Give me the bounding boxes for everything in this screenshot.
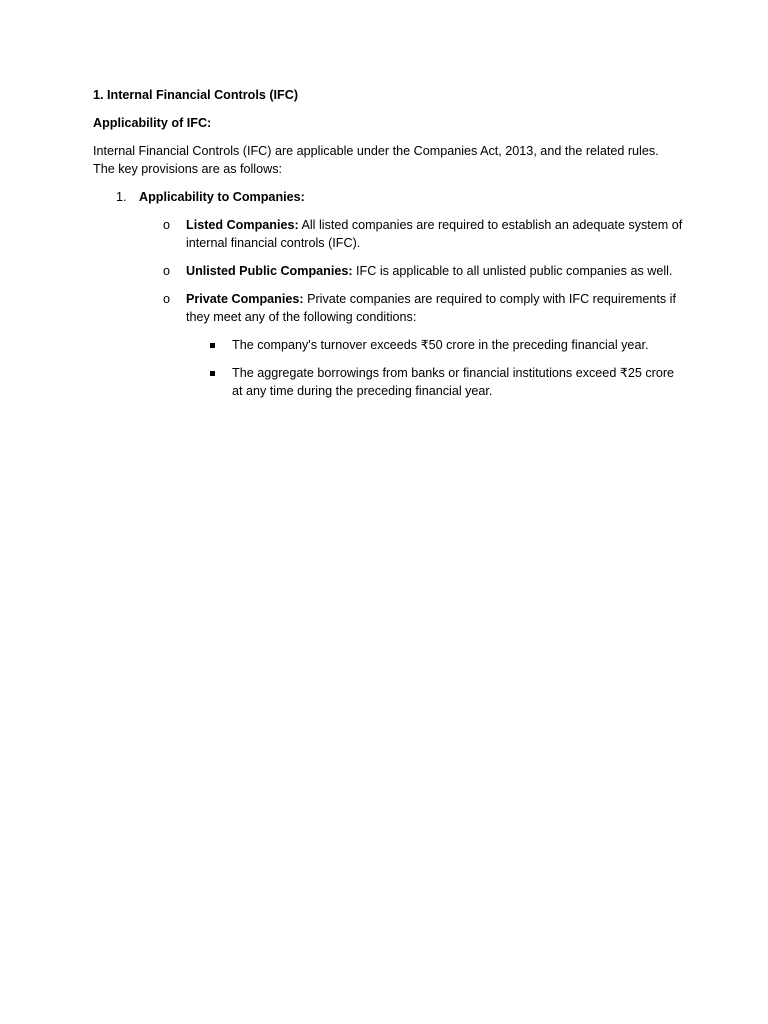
sub-item-term: Unlisted Public Companies: [186, 264, 353, 278]
sub-item-term: Listed Companies: [186, 218, 299, 232]
circle-bullet-icon: o [163, 264, 171, 278]
document-page [93, 86, 683, 410]
sub-item-text: All listed companies are required to establish an adequate system of internal financial controls (IFC). [186, 218, 683, 250]
condition-text: The company's turnover exceeds ₹50 crore in the preceding financial year. [232, 338, 649, 352]
numbered-list-item [93, 188, 683, 206]
sub-list-item-private [93, 290, 683, 326]
section-heading: 1. Internal Financial Controls (IFC) [93, 88, 299, 102]
intro-paragraph: Internal Financial Controls (IFC) are applicable under the Companies Act, 2013, and the related rules. The key provisions are as follows: [93, 144, 659, 176]
circle-bullet-icon: o [163, 218, 171, 232]
subheading: Applicability of IFC: [93, 116, 212, 130]
sub-list-item-unlisted [93, 262, 683, 280]
sub-item-text: Private companies are required to comply with IFC requirements if they meet any of the following conditions: [186, 292, 676, 324]
condition-text: The aggregate borrowings from banks or financial institutions exceed ₹25 crore at any time during the preceding financial year. [232, 366, 675, 398]
sub-item-term: Private Companies: [186, 292, 304, 306]
list-number: 1. [116, 190, 127, 204]
circle-bullet-icon: o [163, 292, 171, 306]
sub-list-item-listed [93, 216, 683, 252]
list-item-label: Applicability to Companies: [139, 190, 305, 204]
sub-item-text: IFC is applicable to all unlisted public companies as well. [352, 264, 673, 278]
condition-item-borrowings [93, 364, 683, 400]
square-bullet-icon [210, 343, 215, 348]
condition-item-turnover [93, 336, 683, 354]
square-bullet-icon [210, 371, 215, 376]
